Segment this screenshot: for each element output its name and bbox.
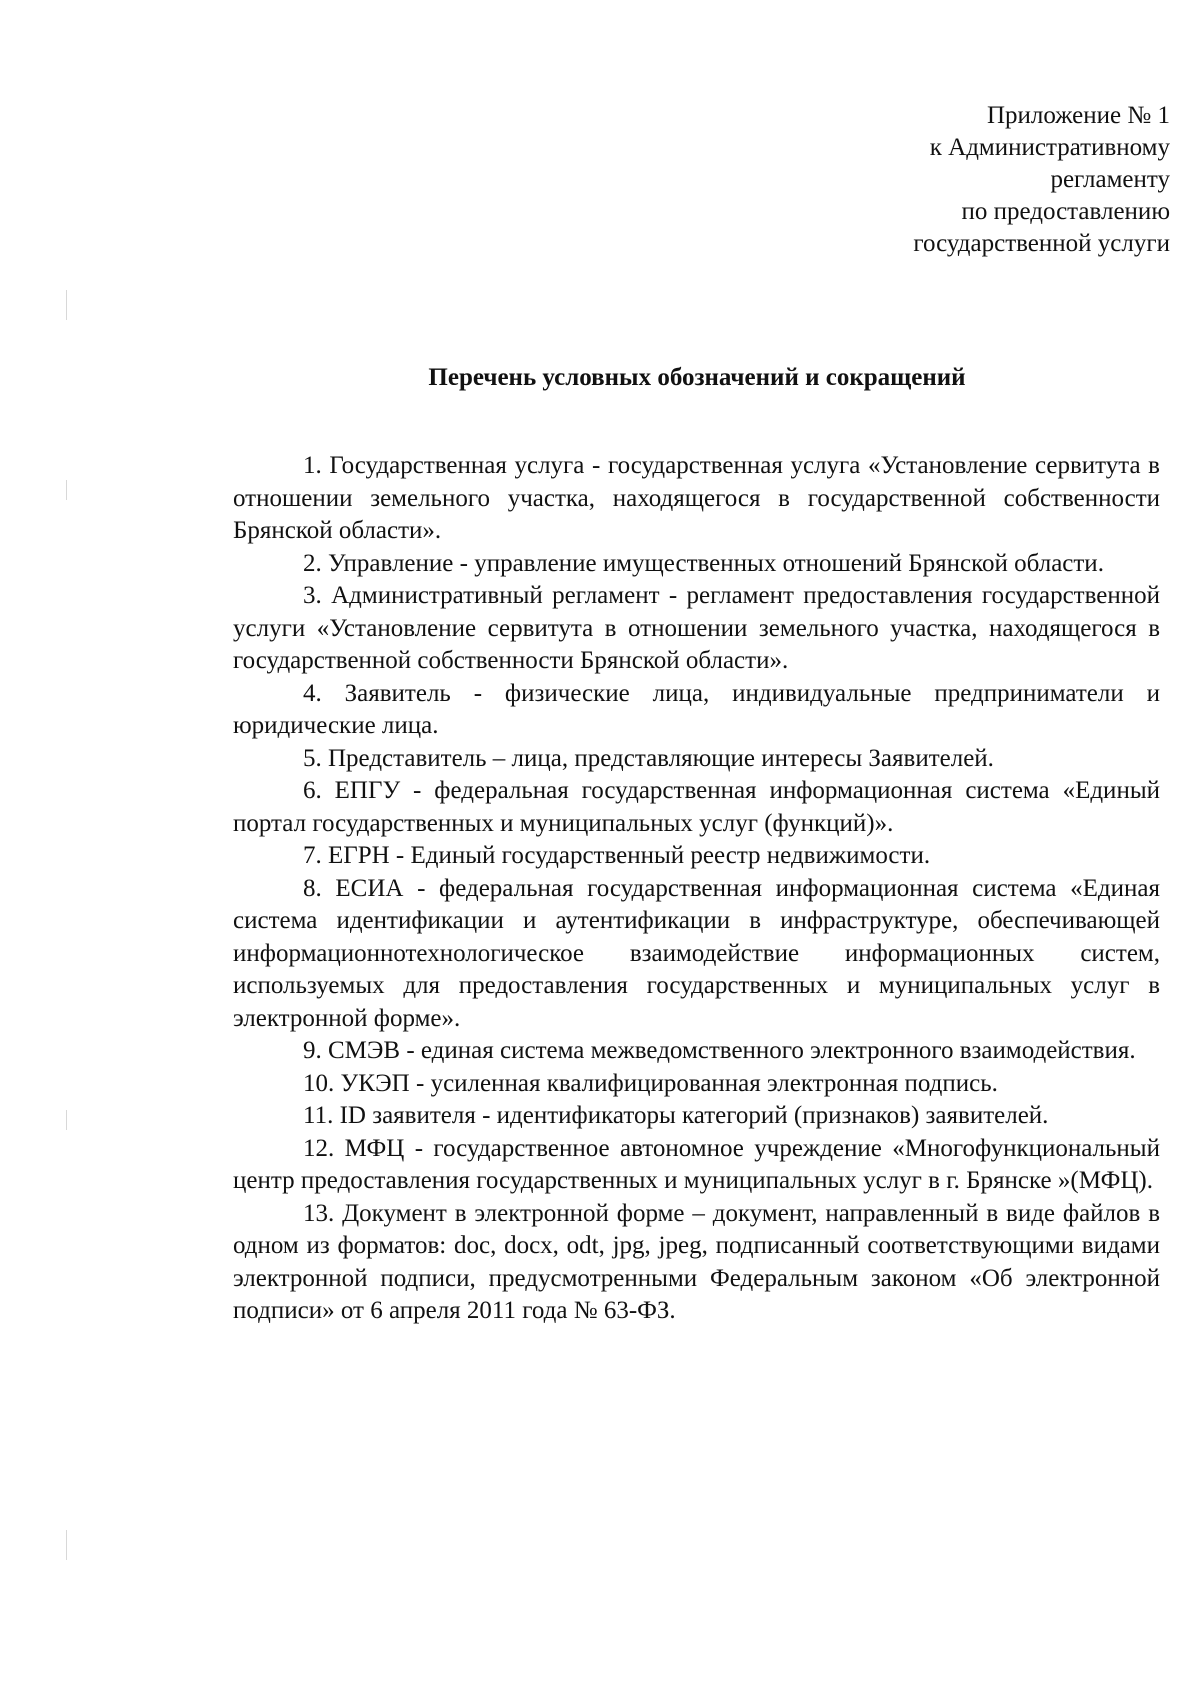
appendix-line: к Административному bbox=[929, 134, 1170, 161]
definition-item: 5. Представитель – лица, представляющие интересы Заявителей. bbox=[303, 744, 994, 772]
definitions-list bbox=[233, 450, 1160, 1328]
definition-item: 12. МФЦ - государственное автономное учреждение «Многофункциональный центр предоставления государственных и муниципальных услуг в г. Брянске »(МФЦ). bbox=[233, 1134, 1160, 1194]
appendix-heading bbox=[650, 100, 1170, 260]
appendix-line: регламенту bbox=[1050, 166, 1170, 193]
definition-item: 10. УКЭП - усиленная квалифицированная электронная подпись. bbox=[303, 1069, 998, 1097]
scan-artifact bbox=[66, 480, 67, 500]
definition-item: 9. СМЭВ - единая система межведомственного электронного взаимодействия. bbox=[303, 1037, 1136, 1064]
definition-item: 8. ЕСИА - федеральная государственная информационная система «Единая система идентификации и аутентификации в инфраструктуре, обеспечивающей информационнотехнологическое взаимодействие информационных систем, используемых для предоставления государственных и муниципальных услуг в электронной форме». bbox=[233, 874, 1160, 1032]
definition-item: 2. Управление - управление имущественных отношений Брянской области. bbox=[303, 549, 1104, 577]
definition-item: 3. Административный регламент - регламент предоставления государственной услуги «Установление сервитута в отношении земельного участка, находящегося в государственной собственности Брянской области». bbox=[233, 582, 1160, 674]
scan-artifact bbox=[66, 1110, 67, 1130]
appendix-line: по предоставлению bbox=[961, 198, 1170, 225]
definition-item: 11. ID заявителя - идентификаторы категорий (признаков) заявителей. bbox=[303, 1102, 1049, 1129]
definition-item: 6. ЕПГУ - федеральная государственная информационная система «Единый портал государственных и муниципальных услуг (функций)». bbox=[233, 777, 1160, 837]
appendix-line: государственной услуги bbox=[913, 230, 1170, 257]
definition-item: 7. ЕГРН - Единый государственный реестр недвижимости. bbox=[303, 842, 931, 869]
scan-artifact bbox=[66, 290, 67, 320]
appendix-line: Приложение № 1 bbox=[986, 102, 1170, 129]
definition-item: 1. Государственная услуга - государственная услуга «Установление сервитута в отношении земельного участка, находящегося в государственной собственности Брянской области». bbox=[233, 452, 1160, 544]
definition-item: 13. Документ в электронной форме – документ, направленный в виде файлов в одном из форматов: doc, docx, odt, jpg, jpeg, подписанный соответствующими видами электронной подписи, предусмотренными Федеральным законом «Об электронной подписи» от 6 апреля 2011 года № 63-ФЗ. bbox=[233, 1199, 1160, 1324]
definition-item: 4. Заявитель - физические лица, индивидуальные предприниматели и юридические лица. bbox=[233, 679, 1160, 739]
document-title: Перечень условных обозначений и сокращений bbox=[428, 364, 966, 391]
scan-artifact bbox=[66, 1530, 67, 1560]
